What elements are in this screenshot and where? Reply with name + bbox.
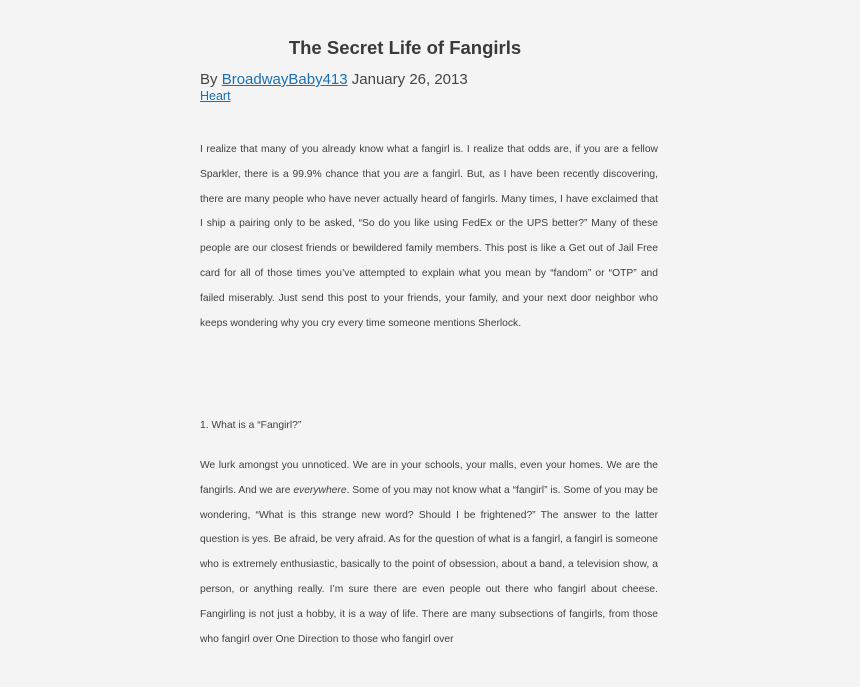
author-link[interactable]: BroadwayBaby413 [221, 71, 348, 88]
category-tag [200, 89, 231, 103]
intro-paragraph [200, 138, 658, 336]
publish-date: January 26, 2013 [351, 71, 468, 88]
section-paragraph [200, 454, 658, 652]
intro-text-1: I realize that many of you already know what a fangirl is. I realize that odds are, if you are a fellow Sparkler, there is a 99.9% chance that you [200, 144, 658, 180]
article-title: The Secret Life of Fangirls [288, 37, 522, 58]
byline-prefix: By [200, 71, 218, 88]
section-heading: 1. What is a “Fangirl?” [200, 420, 302, 431]
byline [200, 71, 468, 88]
intro-text-2: a fangirl. But, as I have been recently discovering, there are many people who have never actually heard of fangirls. Many times, I have exclaimed that I ship a pairing only to be asked, “So do you like using FedEx or the UPS better?” Many of these people are our closest friends or bewildered family members. This post is like a Get out of Jail Free card for all of those times you’ve attempted to explain what you mean by “fandom” or “OTP” and failed miserably. Just send this post to your friends, your family, and your next door neighbor who keeps wondering why you cry every time someone mentions Sherlock. [200, 168, 658, 329]
section-text-2: . Some of you may not know what a “fangirl” is. Some of you may be wondering, “What is this strange new word? Should I be frightened?” The answer to the latter question is yes. Be afraid, be very afraid. As for the question of what is a fangirl, a fangirl is someone who is extremely enthusiastic, basically to the point of obsession, about a band, a television show, a person, or anything really. I’m sure there are even people out there who fangirl about cheese. Fangirling is not just a hobby, it is a way of life. There are many subsections of fangirls, from those who fangirl over One Direction to those who fangirl over [200, 484, 658, 645]
section-text-1: We lurk amongst you unnoticed. We are in your schools, your malls, even your homes. We are the fangirls. And we are [200, 460, 658, 496]
section-emphasis: everywhere [293, 484, 347, 496]
intro-emphasis: are [403, 168, 419, 180]
category-link[interactable]: Heart [200, 89, 231, 103]
